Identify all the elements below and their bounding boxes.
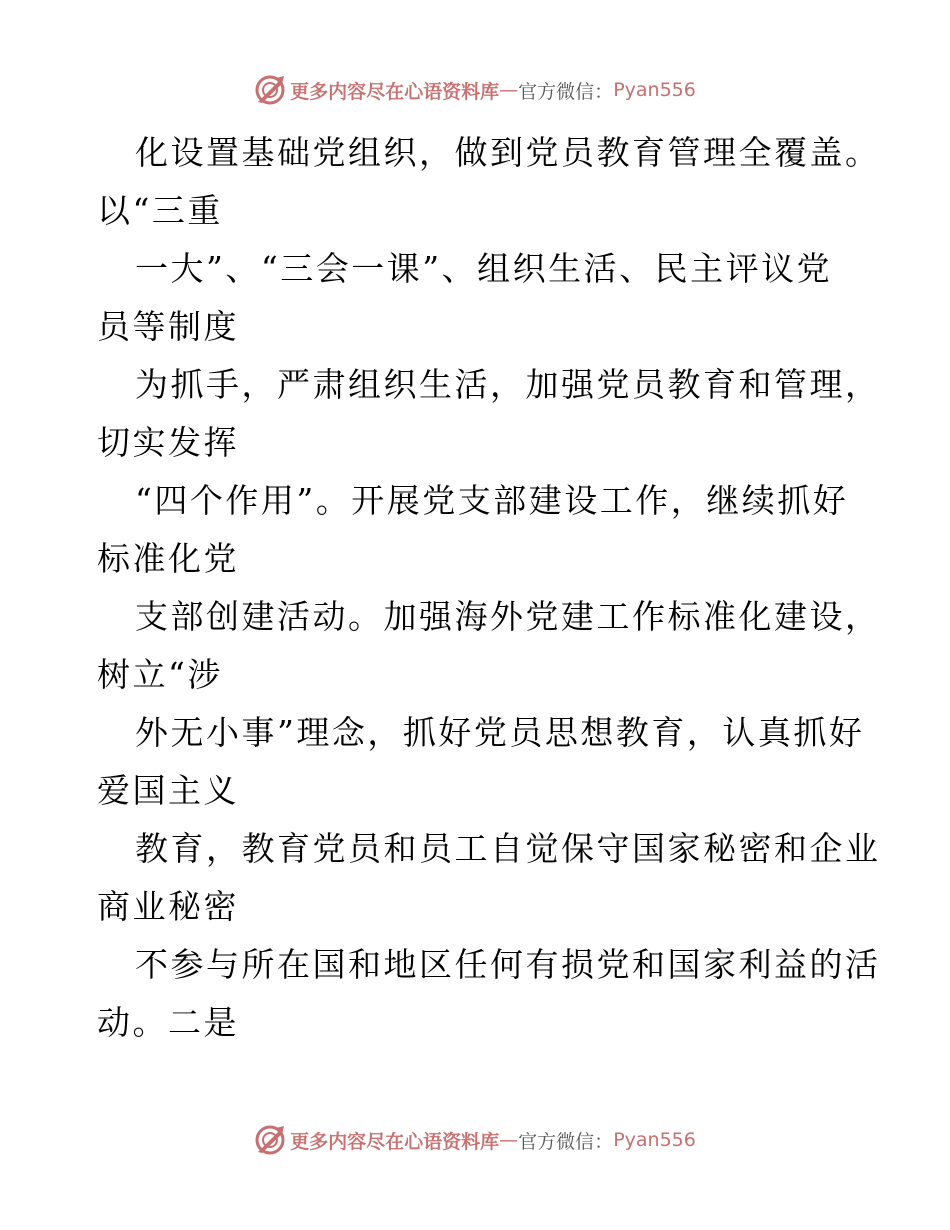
banner-dash: — <box>499 79 519 101</box>
text-line-2: 以“三重 <box>97 191 223 230</box>
text-line-8: 标准化党 <box>97 539 239 578</box>
text-line-5: 为抓手，严肃组织生活，加强党员教育和管理， <box>135 365 881 404</box>
banner-title: 更多内容尽在心语资料库 <box>290 1130 500 1153</box>
banner-wechat-id: Pyan556 <box>613 1129 696 1151</box>
text-line-16: 动。二是 <box>97 1003 239 1042</box>
banner-dash: — <box>499 1129 519 1151</box>
text-line-6: 切实发挥 <box>97 423 239 462</box>
banner-wechat-label: 官方微信： <box>518 1130 614 1153</box>
text-line-14: 商业秘密 <box>97 887 239 926</box>
text-line-13: 教育，教育党员和员工自觉保守国家秘密和企业 <box>135 829 881 868</box>
text-line-4: 员等制度 <box>97 307 239 346</box>
text-line-15: 不参与所在国和地区任何有损党和国家利益的活 <box>135 945 881 984</box>
header-banner <box>0 70 950 110</box>
document-body <box>97 124 881 1052</box>
text-line-1: 化设置基础党组织，做到党员教育管理全覆盖。 <box>135 133 881 172</box>
text-line-9: 支部创建活动。加强海外党建工作标准化建设， <box>135 597 881 636</box>
text-line-11: 外无小事”理念，抓好党员思想教育，认真抓好 <box>135 713 865 752</box>
quill-pen-logo-icon <box>254 74 286 106</box>
quill-pen-logo-icon <box>254 1124 286 1156</box>
banner-wechat-label: 官方微信： <box>518 80 614 103</box>
text-line-12: 爱国主义 <box>97 771 239 810</box>
text-line-3: 一大”、“三会一课”、组织生活、民主评议党 <box>135 249 833 288</box>
banner-title: 更多内容尽在心语资料库 <box>290 80 500 103</box>
text-line-10: 树立“涉 <box>97 655 223 694</box>
banner-wechat-id: Pyan556 <box>613 79 696 101</box>
text-line-7: “四个作用”。开展党支部建设工作，继续抓好 <box>135 481 849 520</box>
footer-banner <box>0 1120 950 1160</box>
